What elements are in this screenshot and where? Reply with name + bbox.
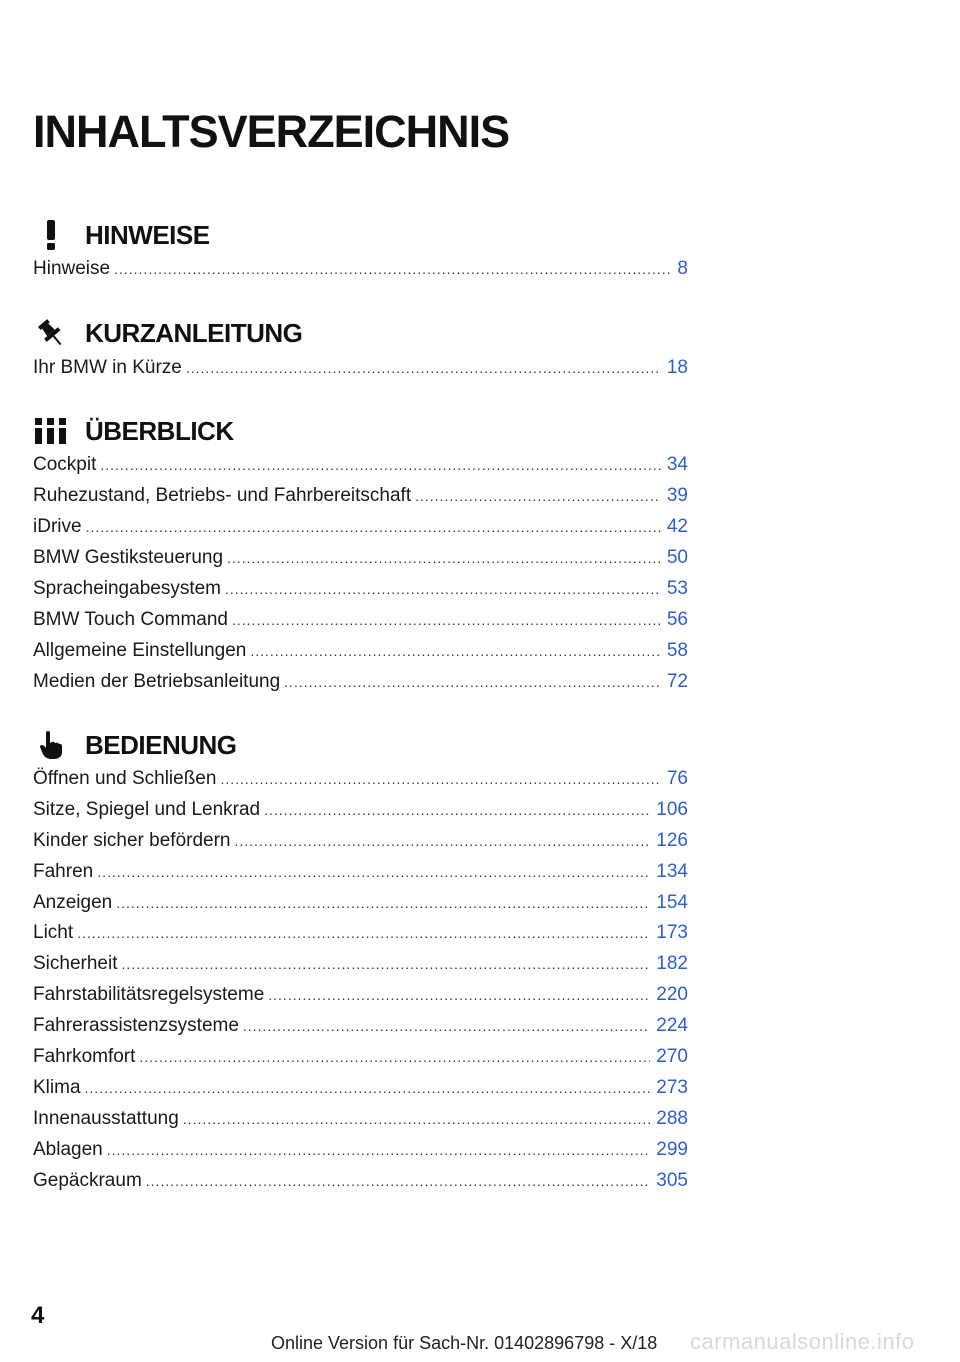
page-link[interactable]: 50 — [666, 547, 688, 568]
dot-leader — [122, 956, 651, 972]
toc-entry[interactable]: Öffnen und Schließen ..... 76 — [33, 768, 688, 794]
toc-entry[interactable]: Ablagen ..... 299 — [33, 1139, 688, 1165]
toc-entry[interactable]: iDrive ..... 42 — [33, 516, 688, 542]
toc-entry[interactable]: Medien der Betriebsanleitung ..... 72 — [33, 671, 688, 697]
dot-leader — [100, 457, 661, 473]
page-link[interactable]: 299 — [656, 1139, 688, 1160]
toc-entry[interactable]: Kinder sicher befördern ..... 126 — [33, 830, 688, 856]
section-title: KURZANLEITUNG — [85, 317, 303, 348]
dot-leader — [264, 802, 650, 818]
dot-leader — [284, 674, 661, 690]
toc-entry[interactable]: BMW Gestiksteuerung ..... 50 — [33, 547, 688, 573]
section-title: ÜBERBLICK — [85, 415, 234, 446]
section-header-bedienung — [33, 727, 688, 763]
page-link[interactable]: 53 — [666, 578, 688, 599]
section-header-hinweise — [33, 217, 688, 253]
pointing-hand-icon — [33, 727, 69, 763]
dot-leader — [220, 771, 660, 787]
dot-leader — [86, 519, 661, 535]
page-link[interactable]: 224 — [656, 1015, 688, 1036]
section-header-ueberblick — [33, 413, 688, 449]
dot-leader — [139, 1049, 650, 1065]
toc-entry[interactable]: Ruhezustand, Betriebs- und Fahrbereitschaft ..... 39 — [33, 485, 688, 511]
page-link[interactable]: 273 — [656, 1077, 688, 1098]
dot-leader — [243, 1018, 650, 1034]
toc-entry[interactable]: BMW Touch Command ..... 56 — [33, 609, 688, 635]
page-link[interactable]: 154 — [656, 892, 688, 913]
toc-entry[interactable]: Spracheingabesystem ..... 53 — [33, 578, 688, 604]
toc-entry[interactable]: Fahrstabilitätsregelsysteme ..... 220 — [33, 984, 688, 1010]
toc-entry[interactable]: Hinweise ..... 8 — [33, 258, 688, 284]
page-link[interactable]: 42 — [666, 516, 688, 537]
dot-leader — [232, 612, 661, 628]
dot-leader — [235, 833, 651, 849]
page-link[interactable]: 126 — [656, 830, 688, 851]
page-link[interactable]: 305 — [656, 1170, 688, 1191]
toc-entry[interactable]: Licht ..... 173 — [33, 922, 688, 948]
page-number: 4 — [31, 1302, 45, 1329]
toc-entry[interactable]: Innenausstattung ..... 288 — [33, 1108, 688, 1134]
toc-entry[interactable]: Ihr BMW in Kürze ..... 18 — [33, 357, 688, 383]
page-link[interactable]: 288 — [656, 1108, 688, 1129]
page-link[interactable]: 220 — [656, 984, 688, 1005]
dot-leader — [146, 1173, 651, 1189]
toc-entry[interactable]: Fahrerassistenzsysteme ..... 224 — [33, 1015, 688, 1041]
section-header-kurzanleitung — [33, 315, 688, 351]
dot-leader — [186, 360, 661, 376]
page-link[interactable]: 76 — [666, 768, 688, 789]
dot-leader — [268, 987, 650, 1003]
page-link[interactable]: 18 — [666, 357, 688, 378]
toc-entry[interactable]: Sitze, Spiegel und Lenkrad ..... 106 — [33, 799, 688, 825]
dot-leader — [85, 1080, 651, 1096]
page-link[interactable]: 270 — [656, 1046, 688, 1067]
page-link[interactable]: 56 — [666, 609, 688, 630]
section-title: HINWEISE — [85, 219, 210, 250]
page-link[interactable]: 34 — [666, 454, 688, 475]
page-link[interactable]: 72 — [666, 671, 688, 692]
page-link[interactable]: 182 — [656, 953, 688, 974]
toc-entry[interactable]: Klima ..... 273 — [33, 1077, 688, 1103]
dot-leader — [227, 550, 661, 566]
page-title: INHALTSVERZEICHNIS — [33, 106, 510, 157]
page-link[interactable]: 106 — [656, 799, 688, 820]
page-link[interactable]: 58 — [666, 640, 688, 661]
dot-leader — [250, 643, 660, 659]
dot-leader — [415, 488, 661, 504]
dot-leader — [225, 581, 661, 597]
dot-leader — [116, 895, 650, 911]
dot-leader — [183, 1111, 651, 1127]
toc-entry[interactable]: Fahren ..... 134 — [33, 861, 688, 887]
toc-entry[interactable]: Sicherheit ..... 182 — [33, 953, 688, 979]
dot-leader — [97, 864, 650, 880]
toc-entry[interactable]: Cockpit ..... 34 — [33, 454, 688, 480]
page-link[interactable]: 134 — [656, 861, 688, 882]
toc-entry[interactable]: Gepäckraum ..... 305 — [33, 1170, 688, 1196]
exclamation-icon — [33, 217, 69, 253]
grid-icon — [33, 413, 69, 449]
pushpin-icon — [33, 315, 69, 351]
toc-entry[interactable]: Anzeigen ..... 154 — [33, 892, 688, 918]
footer-text: Online Version für Sach-Nr. 01402896798 - X/18 — [271, 1333, 658, 1353]
dot-leader — [107, 1142, 651, 1158]
dot-leader — [77, 925, 650, 941]
page-link[interactable]: 173 — [656, 922, 688, 943]
section-title: BEDIENUNG — [85, 729, 237, 760]
toc-entry[interactable]: Allgemeine Einstellungen ..... 58 — [33, 640, 688, 666]
watermark: carmanualsonline.info — [690, 1329, 915, 1354]
page-link[interactable]: 39 — [666, 485, 688, 506]
toc-entry[interactable]: Fahrkomfort ..... 270 — [33, 1046, 688, 1072]
dot-leader — [114, 261, 671, 277]
page-link[interactable]: 8 — [677, 258, 688, 279]
